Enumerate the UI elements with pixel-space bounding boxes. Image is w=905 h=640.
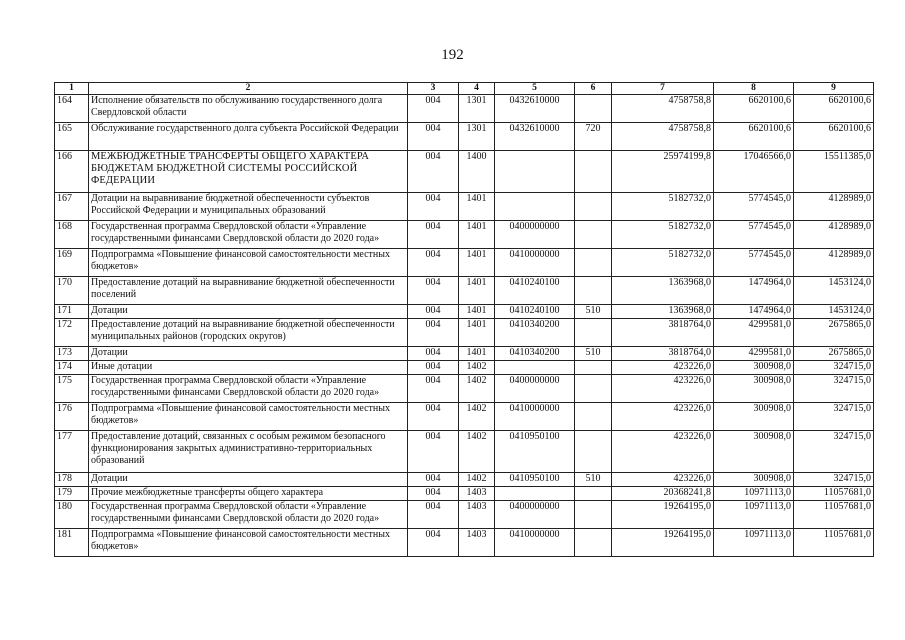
row-code-4: 1301 <box>459 123 495 151</box>
row-number: 176 <box>55 403 89 431</box>
row-amount-8: 1474964,0 <box>714 305 794 319</box>
row-amount-7: 5182732,0 <box>612 193 714 221</box>
row-amount-7: 20368241,8 <box>612 487 714 501</box>
row-code-3: 004 <box>408 151 459 193</box>
table-header-row <box>55 83 874 95</box>
column-header: 8 <box>714 83 794 95</box>
row-code-3: 004 <box>408 193 459 221</box>
row-code-6 <box>575 193 612 221</box>
row-amount-9: 324715,0 <box>794 403 874 431</box>
row-amount-7: 423226,0 <box>612 361 714 375</box>
table-row <box>55 361 874 375</box>
row-amount-8: 300908,0 <box>714 403 794 431</box>
row-amount-8: 10971113,0 <box>714 501 794 529</box>
row-code-4: 1402 <box>459 375 495 403</box>
row-code-6: 510 <box>575 473 612 487</box>
row-code-5 <box>495 361 575 375</box>
row-code-3: 004 <box>408 249 459 277</box>
row-code-5: 0410000000 <box>495 249 575 277</box>
row-name: Прочие межбюджетные трансферты общего характера <box>89 487 408 501</box>
row-number: 167 <box>55 193 89 221</box>
row-number: 165 <box>55 123 89 151</box>
column-header: 9 <box>794 83 874 95</box>
row-code-5 <box>495 151 575 193</box>
row-code-3: 004 <box>408 529 459 557</box>
row-code-6: 510 <box>575 305 612 319</box>
row-name: Подпрограмма «Повышение финансовой самостоятельности местных бюджетов» <box>89 249 408 277</box>
row-code-5: 0410950100 <box>495 473 575 487</box>
table-row <box>55 123 874 151</box>
row-amount-9: 2675865,0 <box>794 347 874 361</box>
row-code-6 <box>575 529 612 557</box>
row-name: Предоставление дотаций на выравнивание бюджетной обеспеченности муниципальных районов (городских округов) <box>89 319 408 347</box>
row-amount-8: 5774545,0 <box>714 249 794 277</box>
row-code-6 <box>575 221 612 249</box>
row-code-6 <box>575 151 612 193</box>
row-amount-9: 6620100,6 <box>794 95 874 123</box>
row-amount-8: 10971113,0 <box>714 487 794 501</box>
row-amount-7: 4758758,8 <box>612 123 714 151</box>
row-name: Исполнение обязательств по обслуживанию государственного долга Свердловской области <box>89 95 408 123</box>
row-amount-8: 4299581,0 <box>714 347 794 361</box>
row-code-3: 004 <box>408 95 459 123</box>
table-row <box>55 375 874 403</box>
row-number: 179 <box>55 487 89 501</box>
column-header: 2 <box>89 83 408 95</box>
row-number: 175 <box>55 375 89 403</box>
row-number: 169 <box>55 249 89 277</box>
column-header: 4 <box>459 83 495 95</box>
row-amount-9: 11057681,0 <box>794 487 874 501</box>
row-code-5: 0400000000 <box>495 375 575 403</box>
row-code-6 <box>575 487 612 501</box>
row-name: Иные дотации <box>89 361 408 375</box>
row-number: 174 <box>55 361 89 375</box>
row-code-4: 1401 <box>459 277 495 305</box>
table-row <box>55 487 874 501</box>
row-number: 181 <box>55 529 89 557</box>
row-code-6 <box>575 319 612 347</box>
row-name: Государственная программа Свердловской области «Управление государственными финансами Свердловской области до 2020 года» <box>89 375 408 403</box>
row-code-4: 1301 <box>459 95 495 123</box>
row-code-4: 1401 <box>459 221 495 249</box>
row-code-3: 004 <box>408 319 459 347</box>
row-amount-7: 423226,0 <box>612 431 714 473</box>
row-code-4: 1403 <box>459 501 495 529</box>
row-code-5 <box>495 193 575 221</box>
column-header: 1 <box>55 83 89 95</box>
row-amount-7: 19264195,0 <box>612 501 714 529</box>
row-code-4: 1401 <box>459 249 495 277</box>
row-code-5: 0400000000 <box>495 221 575 249</box>
budget-table <box>54 82 874 557</box>
row-amount-9: 11057681,0 <box>794 529 874 557</box>
row-code-5: 0410240100 <box>495 277 575 305</box>
row-amount-8: 5774545,0 <box>714 193 794 221</box>
table-row <box>55 95 874 123</box>
row-amount-9: 324715,0 <box>794 375 874 403</box>
row-code-6 <box>575 361 612 375</box>
row-code-6 <box>575 277 612 305</box>
row-code-4: 1402 <box>459 361 495 375</box>
row-amount-9: 15511385,0 <box>794 151 874 193</box>
row-code-3: 004 <box>408 361 459 375</box>
row-code-6 <box>575 95 612 123</box>
row-amount-9: 4128989,0 <box>794 221 874 249</box>
table-row <box>55 221 874 249</box>
row-amount-7: 423226,0 <box>612 375 714 403</box>
row-amount-9: 4128989,0 <box>794 249 874 277</box>
row-number: 171 <box>55 305 89 319</box>
row-amount-8: 300908,0 <box>714 375 794 403</box>
row-code-3: 004 <box>408 487 459 501</box>
row-name: Государственная программа Свердловской области «Управление государственными финансами Свердловской области до 2020 года» <box>89 221 408 249</box>
table-row <box>55 193 874 221</box>
row-amount-7: 25974199,8 <box>612 151 714 193</box>
row-code-4: 1402 <box>459 403 495 431</box>
row-number: 170 <box>55 277 89 305</box>
row-amount-7: 423226,0 <box>612 403 714 431</box>
row-code-4: 1402 <box>459 473 495 487</box>
row-name: Дотации <box>89 473 408 487</box>
row-code-5: 0410340200 <box>495 319 575 347</box>
row-amount-8: 300908,0 <box>714 361 794 375</box>
row-amount-7: 5182732,0 <box>612 249 714 277</box>
table-row <box>55 431 874 473</box>
row-code-4: 1402 <box>459 431 495 473</box>
table-row <box>55 305 874 319</box>
row-amount-8: 6620100,6 <box>714 95 794 123</box>
column-header: 7 <box>612 83 714 95</box>
row-number: 180 <box>55 501 89 529</box>
table-body <box>55 95 874 557</box>
row-code-3: 004 <box>408 375 459 403</box>
row-code-6 <box>575 249 612 277</box>
row-code-5 <box>495 487 575 501</box>
table-row <box>55 501 874 529</box>
page-number: 192 <box>441 47 464 63</box>
row-amount-9: 4128989,0 <box>794 193 874 221</box>
row-amount-7: 4758758,8 <box>612 95 714 123</box>
table-row <box>55 249 874 277</box>
table-row <box>55 277 874 305</box>
row-amount-9: 2675865,0 <box>794 319 874 347</box>
row-amount-9: 1453124,0 <box>794 277 874 305</box>
row-number: 166 <box>55 151 89 193</box>
row-amount-7: 1363968,0 <box>612 305 714 319</box>
row-code-4: 1400 <box>459 151 495 193</box>
row-amount-9: 6620100,6 <box>794 123 874 151</box>
row-amount-9: 324715,0 <box>794 473 874 487</box>
table-row <box>55 473 874 487</box>
table-row <box>55 347 874 361</box>
row-code-5: 0400000000 <box>495 501 575 529</box>
row-code-6 <box>575 375 612 403</box>
row-name: Предоставление дотаций, связанных с особым режимом безопасного функционирования закрытых административно-территориальных образований <box>89 431 408 473</box>
row-code-4: 1401 <box>459 305 495 319</box>
row-code-6 <box>575 431 612 473</box>
row-name: Государственная программа Свердловской области «Управление государственными финансами Свердловской области до 2020 года» <box>89 501 408 529</box>
row-code-3: 004 <box>408 431 459 473</box>
row-name: МЕЖБЮДЖЕТНЫЕ ТРАНСФЕРТЫ ОБЩЕГО ХАРАКТЕРА БЮДЖЕТАМ БЮДЖЕТНОЙ СИСТЕМЫ РОССИЙСКОЙ ФЕДЕРАЦИИ <box>89 151 408 193</box>
row-code-5: 0410950100 <box>495 431 575 473</box>
row-code-3: 004 <box>408 403 459 431</box>
row-code-5: 0410240100 <box>495 305 575 319</box>
row-amount-7: 423226,0 <box>612 473 714 487</box>
row-amount-7: 3818764,0 <box>612 347 714 361</box>
row-name: Дотации <box>89 305 408 319</box>
row-amount-9: 11057681,0 <box>794 501 874 529</box>
row-code-5: 0410000000 <box>495 403 575 431</box>
row-code-4: 1401 <box>459 193 495 221</box>
row-code-3: 004 <box>408 347 459 361</box>
row-amount-8: 5774545,0 <box>714 221 794 249</box>
row-number: 168 <box>55 221 89 249</box>
row-number: 178 <box>55 473 89 487</box>
row-amount-8: 10971113,0 <box>714 529 794 557</box>
row-amount-8: 17046566,0 <box>714 151 794 193</box>
table-row <box>55 319 874 347</box>
row-name: Дотации на выравнивание бюджетной обеспеченности субъектов Российской Федерации и муниципальных образований <box>89 193 408 221</box>
row-code-6: 720 <box>575 123 612 151</box>
row-amount-8: 1474964,0 <box>714 277 794 305</box>
row-amount-7: 19264195,0 <box>612 529 714 557</box>
table-row <box>55 151 874 193</box>
row-number: 172 <box>55 319 89 347</box>
row-code-6 <box>575 501 612 529</box>
row-number: 173 <box>55 347 89 361</box>
row-code-3: 004 <box>408 221 459 249</box>
row-code-4: 1401 <box>459 319 495 347</box>
column-header: 6 <box>575 83 612 95</box>
column-header: 5 <box>495 83 575 95</box>
row-code-4: 1401 <box>459 347 495 361</box>
row-name: Дотации <box>89 347 408 361</box>
row-code-5: 0432610000 <box>495 123 575 151</box>
row-amount-9: 1453124,0 <box>794 305 874 319</box>
table-row <box>55 529 874 557</box>
row-code-5: 0410340200 <box>495 347 575 361</box>
row-amount-8: 6620100,6 <box>714 123 794 151</box>
row-number: 177 <box>55 431 89 473</box>
row-code-3: 004 <box>408 501 459 529</box>
row-amount-9: 324715,0 <box>794 431 874 473</box>
row-code-3: 004 <box>408 305 459 319</box>
row-amount-7: 5182732,0 <box>612 221 714 249</box>
row-code-4: 1403 <box>459 529 495 557</box>
row-code-6: 510 <box>575 347 612 361</box>
table-row <box>55 403 874 431</box>
row-code-6 <box>575 403 612 431</box>
row-code-4: 1403 <box>459 487 495 501</box>
row-code-3: 004 <box>408 473 459 487</box>
row-code-5: 0410000000 <box>495 529 575 557</box>
row-code-5: 0432610000 <box>495 95 575 123</box>
row-amount-7: 3818764,0 <box>612 319 714 347</box>
row-amount-8: 300908,0 <box>714 473 794 487</box>
column-header: 3 <box>408 83 459 95</box>
row-name: Предоставление дотаций на выравнивание бюджетной обеспеченности поселений <box>89 277 408 305</box>
row-name: Подпрограмма «Повышение финансовой самостоятельности местных бюджетов» <box>89 529 408 557</box>
row-amount-9: 324715,0 <box>794 361 874 375</box>
row-code-3: 004 <box>408 123 459 151</box>
row-code-3: 004 <box>408 277 459 305</box>
row-amount-8: 4299581,0 <box>714 319 794 347</box>
row-amount-7: 1363968,0 <box>612 277 714 305</box>
row-name: Подпрограмма «Повышение финансовой самостоятельности местных бюджетов» <box>89 403 408 431</box>
row-name: Обслуживание государственного долга субъекта Российской Федерации <box>89 123 408 151</box>
row-amount-8: 300908,0 <box>714 431 794 473</box>
row-number: 164 <box>55 95 89 123</box>
